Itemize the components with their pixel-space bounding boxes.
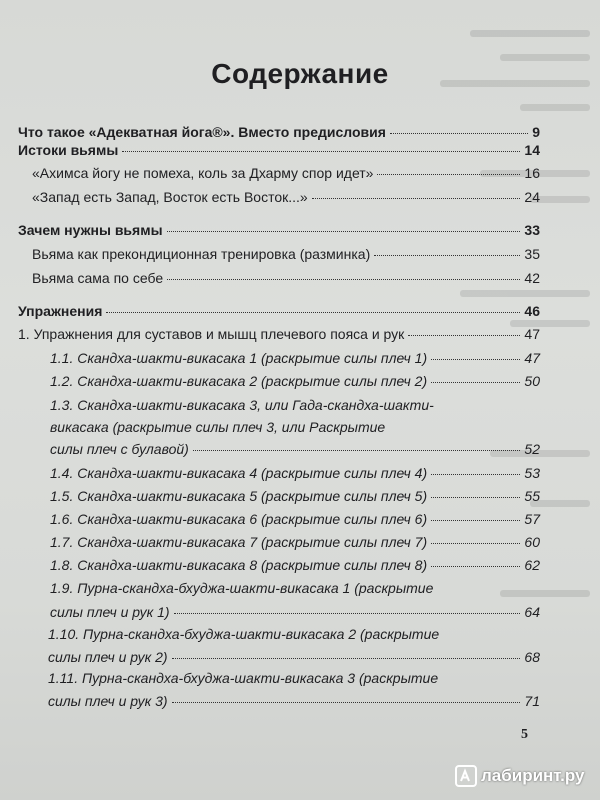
toc-entry-text: силы плеч с булавой)	[50, 441, 189, 457]
toc-entry-1-7	[50, 534, 540, 551]
toc-entry-line: 1.11. Пурна-скандха-бхуджа-шакти-викасака 3 (раскрытие	[48, 670, 439, 686]
toc-entry-text: Зачем нужны вьямы	[18, 222, 163, 238]
toc-entry-1-1	[50, 350, 540, 367]
toc-page-number: 60	[524, 534, 540, 550]
toc-entry-text: Истоки вьямы	[18, 142, 119, 158]
toc-page-number: 14	[524, 142, 540, 158]
toc-entry-text: 1.5. Скандха-шакти-викасака 5 (раскрытие силы плеч 5)	[50, 488, 428, 504]
toc-entry-text: силы плеч и рук 1)	[50, 604, 170, 620]
toc-entry-precondition	[32, 246, 540, 263]
toc-entry-exercises	[18, 303, 540, 320]
toc-entry-text: Что такое «Адекватная йога®». Вместо предисловия	[18, 124, 386, 140]
toc-entry-text: Вьяма сама по себе	[32, 270, 164, 286]
toc-entry-why-vyamas	[18, 222, 540, 239]
toc-page-number: 62	[524, 557, 540, 573]
toc-entry-1-9	[50, 604, 540, 621]
toc-page-number: 64	[524, 604, 540, 620]
dot-leader	[431, 359, 520, 360]
toc-page-number: 52	[524, 441, 540, 457]
toc-page-number: 50	[524, 373, 540, 389]
labirint-logo-icon	[455, 765, 477, 787]
dot-leader	[106, 312, 520, 313]
toc-entry-1-5	[50, 488, 540, 505]
toc-entry-text: «Запад есть Запад, Восток есть Восток...»	[32, 189, 308, 205]
page-number: 5	[521, 727, 528, 742]
dot-leader	[377, 174, 520, 175]
dot-leader	[172, 658, 521, 659]
toc-page-number: 24	[524, 189, 540, 205]
toc-page-number: 35	[524, 246, 540, 262]
dot-leader	[172, 702, 521, 703]
toc-page-number: 68	[524, 649, 540, 665]
toc-entry-text: Упражнения	[18, 303, 103, 319]
toc-page-number: 47	[524, 350, 540, 366]
toc-page-number: 46	[524, 303, 540, 319]
toc-entry-text: Вьяма как прекондиционная тренировка (разминка)	[32, 246, 371, 262]
dot-leader	[122, 151, 520, 152]
toc-entry-section-1	[18, 326, 540, 343]
dot-leader	[167, 279, 520, 280]
toc-entry-foreword	[18, 124, 540, 141]
dot-leader	[431, 566, 520, 567]
toc-page-number: 9	[532, 124, 540, 140]
toc-entry-line: 1.9. Пурна-скандха-бхуджа-шакти-викасака 1 (раскрытие	[50, 580, 434, 596]
dot-leader	[193, 450, 521, 451]
toc-entry-origins	[18, 142, 540, 159]
toc-entry-by-itself	[32, 270, 540, 287]
dot-leader	[390, 133, 528, 134]
dot-leader	[431, 497, 520, 498]
dot-leader	[408, 335, 520, 336]
toc-page-number: 53	[524, 465, 540, 481]
toc-entry-text: 1.8. Скандха-шакти-викасака 8 (раскрытие силы плеч 8)	[50, 557, 428, 573]
toc-page-number: 42	[524, 270, 540, 286]
toc-entry-text: 1.1. Скандха-шакти-викасака 1 (раскрытие силы плеч 1)	[50, 350, 428, 366]
toc-entry-1-11	[48, 693, 540, 710]
dot-leader	[431, 543, 520, 544]
dot-leader	[431, 382, 520, 383]
toc-page-number: 16	[524, 165, 540, 181]
watermark-text: лабиринт.ру	[481, 766, 585, 785]
toc-entry-1-2	[50, 373, 540, 390]
dot-leader	[431, 474, 520, 475]
dot-leader	[312, 198, 521, 199]
toc-entry-1-10	[48, 649, 540, 666]
toc-entry-1-8	[50, 557, 540, 574]
toc-entry-text: 1.6. Скандха-шакти-викасака 6 (раскрытие силы плеч 6)	[50, 511, 428, 527]
toc-page-number: 33	[524, 222, 540, 238]
toc-entry-line: 1.3. Скандха-шакти-викасака 3, или Гада-скандха-шакти-	[50, 397, 434, 413]
toc-entry-text: 1.7. Скандха-шакти-викасака 7 (раскрытие силы плеч 7)	[50, 534, 428, 550]
toc-entry-line: 1.10. Пурна-скандха-бхуджа-шакти-викасака 2 (раскрытие	[48, 626, 440, 642]
toc-entry-1-3	[50, 441, 540, 458]
toc-page-number: 55	[524, 488, 540, 504]
toc-entry-west-east	[32, 189, 540, 206]
toc-entry-text: силы плеч и рук 2)	[48, 649, 168, 665]
page-title: Содержание	[211, 58, 389, 89]
toc-page-number: 57	[524, 511, 540, 527]
toc-entry-ahimsa	[32, 165, 540, 182]
toc-entry-text: 1.2. Скандха-шакти-викасака 2 (раскрытие силы плеч 2)	[50, 373, 428, 389]
toc-entry-text: 1.4. Скандха-шакти-викасака 4 (раскрытие силы плеч 4)	[50, 465, 428, 481]
toc-entry-1-4	[50, 465, 540, 482]
toc-page-number: 71	[524, 693, 540, 709]
toc-entry-text: «Ахимса йогу не помеха, коль за Дхарму спор идет»	[32, 165, 374, 181]
dot-leader	[374, 255, 520, 256]
dot-leader	[167, 231, 521, 232]
toc-entry-text: 1. Упражнения для суставов и мышц плечевого пояса и рук	[18, 326, 405, 342]
dot-leader	[174, 613, 521, 614]
watermark	[455, 765, 584, 787]
toc-entry-text: силы плеч и рук 3)	[48, 693, 168, 709]
toc-entry-1-6	[50, 511, 540, 528]
toc-page-number: 47	[524, 326, 540, 342]
toc-entry-line: викасака (раскрытие силы плеч 3, или Раскрытие	[50, 419, 386, 435]
dot-leader	[431, 520, 520, 521]
